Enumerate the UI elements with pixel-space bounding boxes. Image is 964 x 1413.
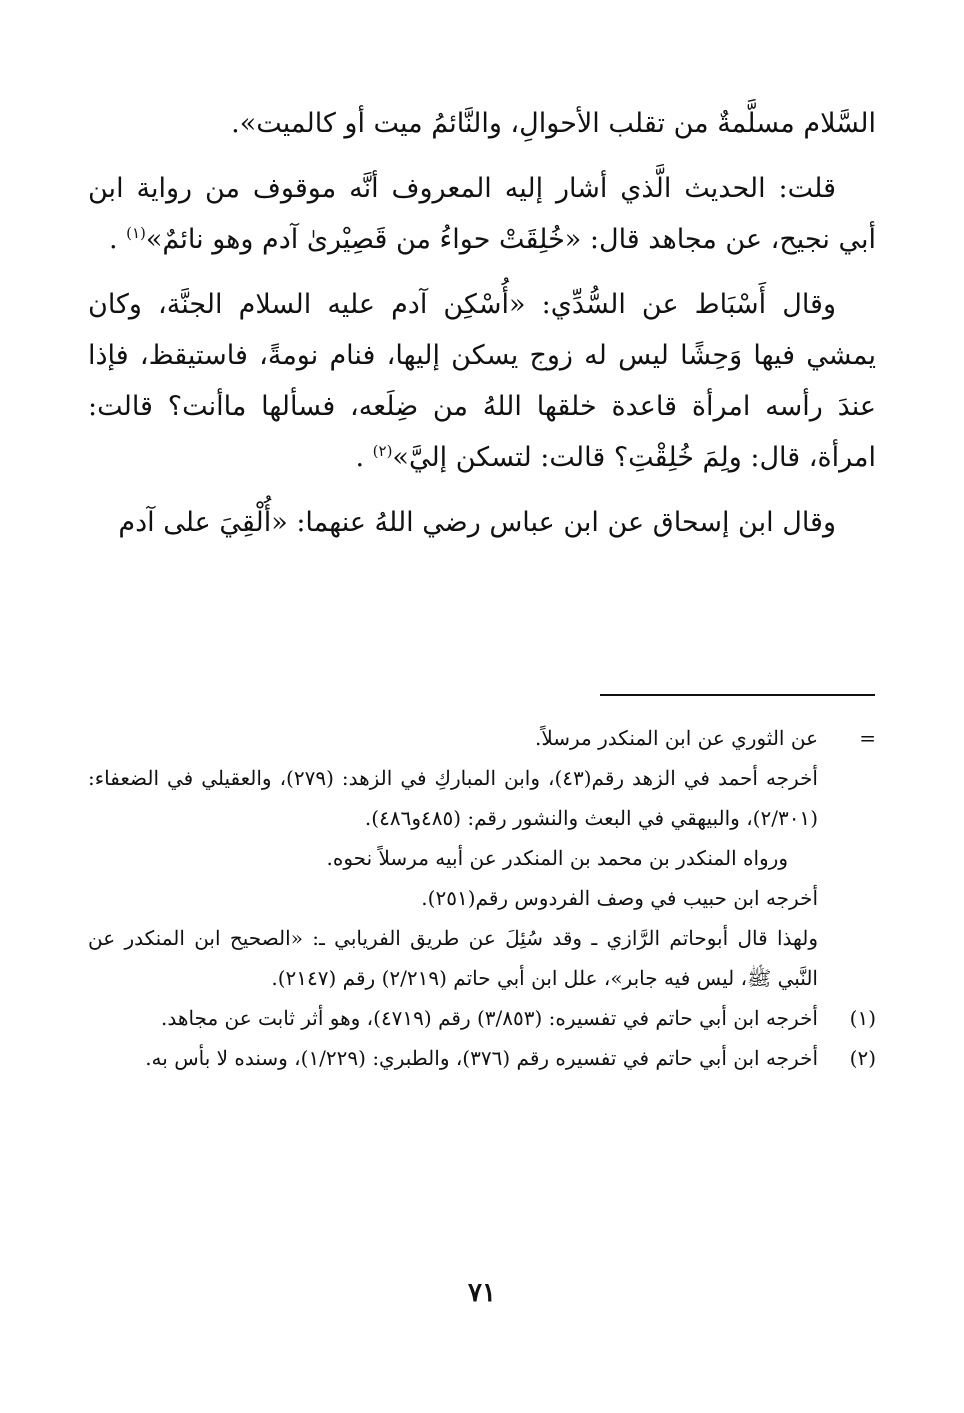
footnote-2 bbox=[88, 1038, 876, 1078]
footnote-1-body bbox=[88, 998, 818, 1038]
footnote-continued-line-4: أخرجه ابن حبيب في وصف الفردوس رقم(٢٥١). bbox=[421, 886, 818, 910]
footnote-1-text: أخرجه ابن أبي حاتم في تفسيره: (٣/٨٥٣) رقم (٤٧١٩)، وهو أثر ثابت عن مجاهد. bbox=[161, 1006, 818, 1030]
footnotes bbox=[88, 718, 876, 1078]
paragraph-1 bbox=[88, 98, 876, 149]
paragraph-1-text: السَّلام مسلَّمةٌ من تقلب الأحوالِ، والنَّائمُ ميت أو كالميت». bbox=[231, 108, 876, 139]
paragraph-3-text: وقال أَسْبَاط عن السُّدِّي: «أُسْكِن آدم عليه السلام الجنَّة، وكان يمشي فيها وَحِشًا ليس له زوج يسكن إليها، فنام نومةً، فاستيقظ، فإذا عندَ رأسه امرأة قاعدة خلقها اللهُ من ضِلَعه، فسألها ماأنت؟ قالت: امرأة، قال: ولِمَ خُلِقْتِ؟ قالت: لتسكن إليَّ» bbox=[88, 289, 876, 473]
footnote-1 bbox=[88, 998, 876, 1038]
footnote-separator bbox=[600, 694, 875, 696]
paragraph-4-text: وقال ابن إسحاق عن ابن عباس رضي اللهُ عنهما: «أُلْقِيَ على آدم bbox=[118, 507, 836, 538]
paragraph-2 bbox=[88, 163, 876, 265]
footnote-continued-line-2: أخرجه أحمد في الزهد رقم(٤٣)، وابن المباركِ في الزهد: (٢٧٩)، والعقيلي في الضعفاء: (٢/٣٠١)، والبيهقي في البعث والنشور رقم: (٤٨٥و٤٨٦). bbox=[88, 766, 818, 830]
paragraph-2-end: . bbox=[108, 224, 118, 255]
footnote-2-mark: (٢) bbox=[849, 1046, 876, 1070]
main-text bbox=[88, 98, 876, 562]
footnote-1-mark: (١) bbox=[849, 1006, 876, 1030]
footnote-ref-2: (٢) bbox=[372, 442, 393, 460]
footnote-2-body bbox=[88, 1038, 818, 1078]
footnote-continued-line-1: عن الثوري عن ابن المنكدر مرسلاً. bbox=[534, 726, 818, 750]
footnote-continued-line-3: ورواه المنكدر بن محمد بن المنكدر عن أبيه مرسلاً نحوه. bbox=[326, 846, 788, 870]
footnote-ref-1: (١) bbox=[126, 224, 146, 242]
footnote-continued-line-5: ولهذا قال أبوحاتم الرَّازي ـ وقد سُئِلَ عن طريق الفريابي ـ: «الصحيح ابن المنكدر عن النَّبي ﷺ، ليس فيه جابر»، علل ابن أبي حاتم (٢/٢١٩) رقم (٢١٤٧). bbox=[88, 926, 818, 990]
footnote-continued bbox=[88, 718, 876, 998]
paragraph-3-end: . bbox=[355, 442, 365, 473]
paragraph-2-text: قلت: الحديث الَّذي أشار إليه المعروف أنَّه موقوف من رواية ابن أبي نجيح، عن مجاهد قال: «خُلِقَتْ حواءُ من قَصِيْرىٰ آدم وهو نائمٌ» bbox=[88, 173, 876, 255]
paragraph-3 bbox=[88, 279, 876, 483]
footnote-2-text: أخرجه ابن أبي حاتم في تفسيره رقم (٣٧٦)، والطبري: (١/٢٢٩)، وسنده لا بأس به. bbox=[145, 1046, 818, 1070]
paragraph-4 bbox=[88, 497, 876, 548]
footnote-continued-body bbox=[88, 718, 818, 998]
page-number: ٧١ bbox=[468, 1278, 496, 1308]
footnote-continued-mark: = bbox=[859, 726, 876, 750]
